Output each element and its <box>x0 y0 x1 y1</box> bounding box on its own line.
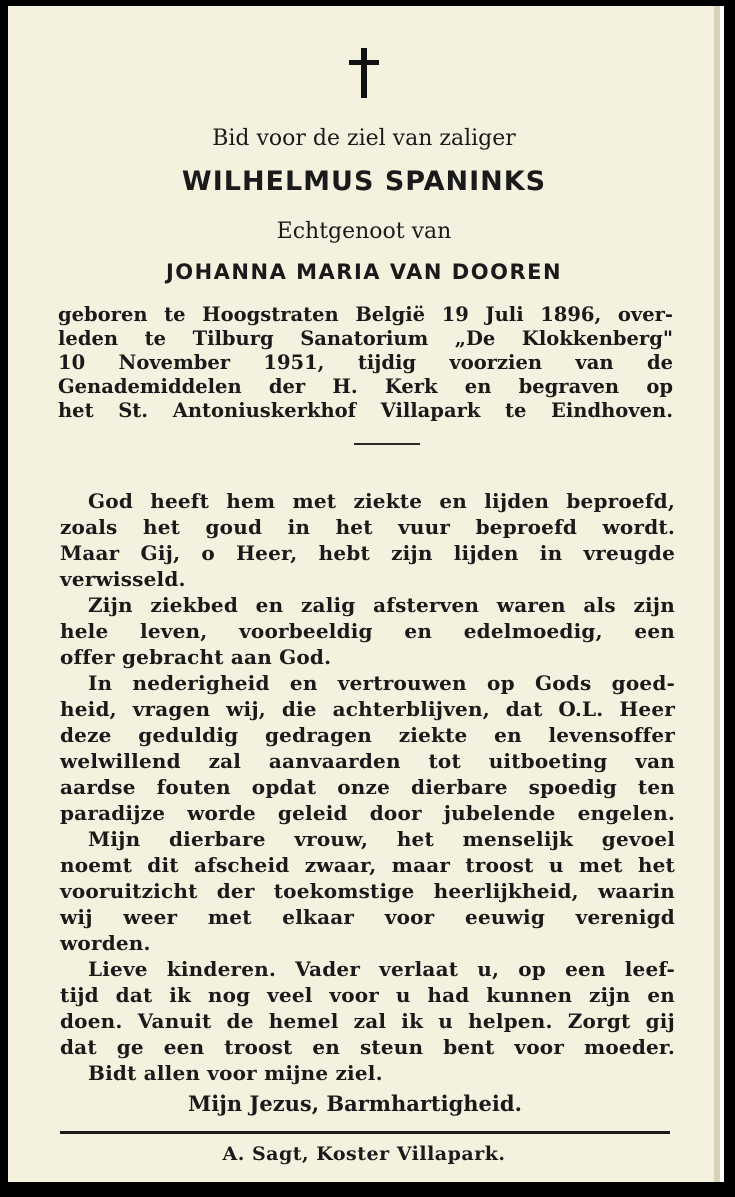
bio-line: leden te Tilburg Sanatorium „De Klokkenberg" <box>58 327 673 350</box>
text-line: noemt dit afscheid zwaar, maar troost u met het <box>60 853 675 877</box>
closing-prayer: Mijn Jezus, Barmhartigheid. <box>188 1091 522 1116</box>
text-line: God heeft hem met ziekte en lijden beproefd, <box>88 489 675 513</box>
text-line: deze geduldig gedragen ziekte en levensoffer <box>60 723 675 747</box>
text-line: zoals het goud in het vuur beproefd wordt. <box>60 515 675 539</box>
biography <box>58 303 673 423</box>
bio-line: Genademiddelen der H. Kerk en begraven op <box>58 375 673 398</box>
printer-credit: A. Sagt, Koster Villapark. <box>222 1143 506 1165</box>
text-line: heid, vragen wij, die achterblijven, dat O.L. Heer <box>60 697 675 721</box>
text-line: hele leven, voorbeeldig en edelmoedig, een <box>60 619 675 643</box>
text-line: verwisseld. <box>60 567 186 591</box>
text-line: aardse fouten opdat onze dierbare spoedig ten <box>60 775 675 799</box>
text-line: wij weer met elkaar voor eeuwig verenigd <box>60 905 675 929</box>
text-line: dat ge een troost en steun bent voor moeder. <box>60 1035 675 1059</box>
spouse-label: Echtgenoot van <box>276 219 452 244</box>
text-line: In nederigheid en vertrouwen op Gods goed- <box>88 671 675 695</box>
text-line: welwillend zal aanvaarden tot uitboeting van <box>60 749 675 773</box>
text-line: Bidt allen voor mijne ziel. <box>88 1061 383 1085</box>
text-line: doen. Vanuit de hemel zal ik u helpen. Zorgt gij <box>60 1009 675 1033</box>
deceased-name: WILHELMUS SPANINKS <box>181 166 547 197</box>
text-line: Lieve kinderen. Vader verlaat u, op een leef- <box>88 957 675 981</box>
bio-line: 10 November 1951, tijdig voorzien van de <box>58 351 673 374</box>
memorial-text <box>60 488 675 1086</box>
text-line: offer gebracht aan God. <box>60 645 332 669</box>
memorial-card <box>8 6 720 1182</box>
text-line: vooruitzicht der toekomstige heerlijkheid, waarin <box>60 879 675 903</box>
cross-icon <box>347 48 381 98</box>
text-line: tijd dat ik nog veel voor u had kunnen zijn en <box>60 983 675 1007</box>
text-line: paradijze worde geleid door jubelende engelen. <box>60 801 675 825</box>
bio-line: geboren te Hoogstraten België 19 Juli 1896, over- <box>58 303 673 326</box>
bio-line: het St. Antoniuskerkhof Villapark te Eindhoven. <box>58 399 673 422</box>
spouse-name: JOHANNA MARIA VAN DOOREN <box>165 260 563 284</box>
divider-long <box>60 1131 670 1134</box>
text-line: Maar Gij, o Heer, hebt zijn lijden in vreugde <box>60 541 675 565</box>
text-line: worden. <box>60 931 151 955</box>
intro-text: Bid voor de ziel van zaliger <box>212 126 516 151</box>
divider-short <box>354 443 420 445</box>
text-line: Mijn dierbare vrouw, het menselijk gevoel <box>88 827 675 851</box>
text-line: Zijn ziekbed en zalig afsterven waren als zijn <box>88 593 675 617</box>
